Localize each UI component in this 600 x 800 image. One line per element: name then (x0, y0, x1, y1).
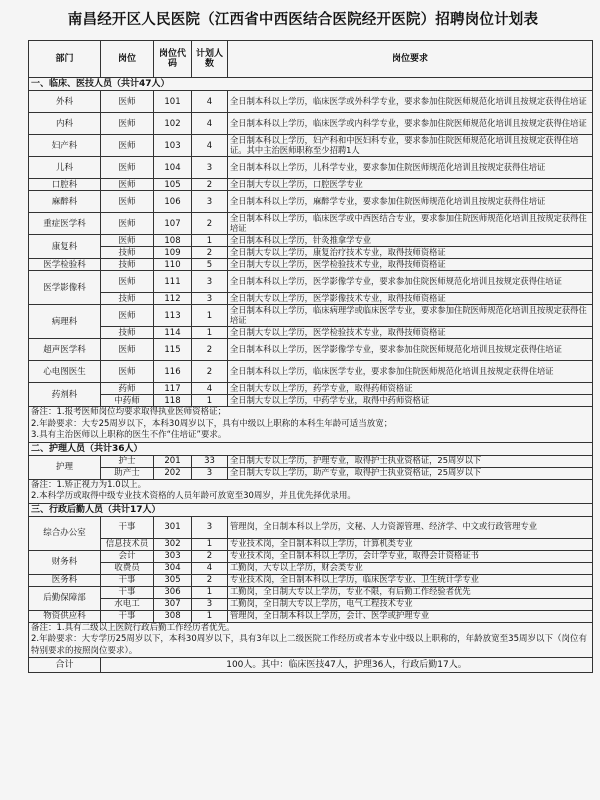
count-cell: 4 (192, 562, 228, 574)
code-cell: 202 (154, 467, 192, 479)
position-cell: 信息技术员 (101, 538, 154, 550)
position-cell: 医师 (101, 157, 154, 179)
dept-cell: 麻醉科 (29, 191, 101, 213)
dept-cell: 外科 (29, 91, 101, 113)
count-cell: 1 (192, 305, 228, 327)
section-title: 一、临床、医技人员（共计47人） (29, 78, 593, 91)
requirement-cell: 全日制大专以上学历，护理专业，取得护士执业资格证，25周岁以下 (228, 455, 593, 467)
table-row (29, 327, 593, 339)
total-text: 100人。其中：临床医技47人，护理36人，行政后勤17人。 (101, 658, 593, 673)
note-line: 3.具有主治医师以上职称的医生不作“住培证”要求。 (31, 430, 227, 440)
position-cell: 医师 (101, 91, 154, 113)
note-line: 2.年龄要求：大专25周岁以下，本科30周岁以下，具有中级以上职称的本科生年龄可适当放宽； (31, 418, 393, 429)
code-cell: 102 (154, 113, 192, 135)
table-row (29, 455, 593, 467)
requirement-cell: 全日制本科以上学历，针灸推拿学专业 (228, 235, 593, 247)
count-cell: 4 (192, 91, 228, 113)
code-cell: 304 (154, 562, 192, 574)
code-cell: 118 (154, 395, 192, 407)
requirement-cell: 全日制本科以上学历，医学影像学专业，要求参加住院医师规范化培训且按规定获得住培证 (228, 339, 593, 361)
position-cell: 技师 (101, 293, 154, 305)
position-cell: 医师 (101, 191, 154, 213)
section-header (29, 442, 593, 455)
requirement-cell: 全日制大专以上学历，药学专业，取得药师资格证 (228, 383, 593, 395)
section-header (29, 503, 593, 516)
table-row (29, 516, 593, 538)
code-cell: 112 (154, 293, 192, 305)
count-cell: 3 (192, 271, 228, 293)
table-row (29, 179, 593, 191)
code-cell: 104 (154, 157, 192, 179)
code-cell: 110 (154, 259, 192, 271)
notes-row (29, 407, 593, 443)
count-cell: 1 (192, 538, 228, 550)
count-cell: 2 (192, 574, 228, 586)
table-row (29, 562, 593, 574)
table-row (29, 271, 593, 293)
count-cell: 33 (192, 455, 228, 467)
position-cell: 医师 (101, 305, 154, 327)
section-title: 三、行政后勤人员（共计17人） (29, 503, 593, 516)
dept-cell: 病理科 (29, 305, 101, 339)
code-cell: 106 (154, 191, 192, 213)
note-line: 2.本科学历或取得中级专业技术资格的人员年龄可放宽至30周岁，并且优先择优录用。 (31, 491, 356, 501)
requirement-cell: 工勤岗，全日制大专以上学历，专业不限，有后勤工作经验者优先 (228, 586, 593, 598)
count-cell: 2 (192, 213, 228, 235)
code-cell: 107 (154, 213, 192, 235)
note-line: 备注：1.报考医师岗位均要求取得执业医师资格证； (31, 407, 227, 417)
dept-cell: 医务科 (29, 574, 101, 586)
table-row (29, 538, 593, 550)
requirement-cell: 全日制大专以上学历，康复治疗技术专业，取得技师资格证 (228, 247, 593, 259)
requirement-cell: 全日制本科以上学历，妇产科和中医妇科专业，要求参加住院医师规范化培训且按规定获得住培证。其中主治医师职称至少招聘1人 (228, 135, 593, 157)
requirement-cell: 全日制本科以上学历，临床医学或内科学专业，要求参加住院医师规范化培训且按规定获得住培证 (228, 113, 593, 135)
table-row (29, 247, 593, 259)
table-row (29, 610, 593, 622)
position-cell: 干事 (101, 574, 154, 586)
section-header (29, 78, 593, 91)
table-row (29, 550, 593, 562)
code-cell: 305 (154, 574, 192, 586)
requirement-cell: 全日制本科以上学历，医学影像学专业，要求参加住院医师规范化培训且按规定获得住培证 (228, 271, 593, 293)
count-cell: 3 (192, 293, 228, 305)
code-cell: 117 (154, 383, 192, 395)
position-cell: 干事 (101, 610, 154, 622)
code-cell: 105 (154, 179, 192, 191)
dept-cell: 妇产科 (29, 135, 101, 157)
table-row (29, 191, 593, 213)
count-cell: 1 (192, 395, 228, 407)
requirement-cell: 专业技术岗，全日制本科以上学历，会计学专业，取得会计资格证书 (228, 550, 593, 562)
position-cell: 收费员 (101, 562, 154, 574)
notes-cell (29, 622, 593, 658)
requirement-cell: 工勤岗，大专以上学历，财会类专业 (228, 562, 593, 574)
position-cell: 医师 (101, 361, 154, 383)
position-cell: 医师 (101, 339, 154, 361)
requirement-cell: 全日制本科以上学历，临床医学或中西医结合专业，要求参加住院医师规范化培训且按规定获得住培证 (228, 213, 593, 235)
code-cell: 111 (154, 271, 192, 293)
table-row (29, 467, 593, 479)
dept-cell: 医学检验科 (29, 259, 101, 271)
table-row (29, 91, 593, 113)
dept-cell: 护理 (29, 455, 101, 479)
position-cell: 技师 (101, 259, 154, 271)
table-row (29, 213, 593, 235)
count-cell: 2 (192, 361, 228, 383)
table-row (29, 339, 593, 361)
total-row (29, 658, 593, 673)
count-cell: 2 (192, 550, 228, 562)
code-cell: 307 (154, 598, 192, 610)
requirement-cell: 全日制本科以上学历，麻醉学专业，要求参加住院医师规范化培训且按规定获得住培证 (228, 191, 593, 213)
requirement-cell: 工勤岗，全日制大专以上学历，电气工程技术专业 (228, 598, 593, 610)
dept-cell: 康复科 (29, 235, 101, 259)
count-cell: 4 (192, 135, 228, 157)
requirement-cell: 全日制大专以上学历，医学检验技术专业，取得技师资格证 (228, 327, 593, 339)
page-title: 南昌经开区人民医院（江西省中西医结合医院经开医院）招聘岗位计划表 (67, 12, 539, 28)
code-cell: 114 (154, 327, 192, 339)
section-title: 二、护理人员（共计36人） (29, 442, 593, 455)
dept-cell: 口腔科 (29, 179, 101, 191)
count-cell: 1 (192, 327, 228, 339)
count-cell: 3 (192, 598, 228, 610)
table-row (29, 113, 593, 135)
recruitment-table (28, 40, 593, 673)
code-cell: 115 (154, 339, 192, 361)
note-line: 备注：1.矫正视力为1.0以上。 (31, 479, 147, 490)
header-dept: 部门 (29, 41, 101, 78)
requirement-cell: 专业技术岗，全日制本科以上学历，计算机类专业 (228, 538, 593, 550)
dept-cell: 医学影像科 (29, 271, 101, 305)
position-cell: 水电工 (101, 598, 154, 610)
position-cell: 护士 (101, 455, 154, 467)
count-cell: 2 (192, 339, 228, 361)
code-cell: 306 (154, 586, 192, 598)
code-cell: 116 (154, 361, 192, 383)
count-cell: 5 (192, 259, 228, 271)
requirement-cell: 全日制大专以上学历，中药学专业，取得中药师资格证 (228, 395, 593, 407)
table-row (29, 395, 593, 407)
requirement-cell: 全日制本科以上学历，临床病理学或临床医学专业，要求参加住院医师规范化培训且按规定获得住培证 (228, 305, 593, 327)
code-cell: 302 (154, 538, 192, 550)
dept-cell: 物资供应科 (29, 610, 101, 622)
position-cell: 技师 (101, 327, 154, 339)
table-row (29, 383, 593, 395)
table-row (29, 135, 593, 157)
notes-row (29, 622, 593, 658)
position-cell: 医师 (101, 235, 154, 247)
count-cell: 3 (192, 191, 228, 213)
dept-cell: 儿科 (29, 157, 101, 179)
dept-cell: 重症医学科 (29, 213, 101, 235)
count-cell: 3 (192, 516, 228, 538)
header-requirement: 岗位要求 (228, 41, 593, 78)
position-cell: 助产士 (101, 467, 154, 479)
code-cell: 103 (154, 135, 192, 157)
requirement-cell: 全日制大专以上学历，医学检验技术专业，取得技师资格证 (228, 259, 593, 271)
table-row (29, 586, 593, 598)
count-cell: 1 (192, 586, 228, 598)
code-cell: 113 (154, 305, 192, 327)
count-cell: 4 (192, 383, 228, 395)
requirement-cell: 全日制本科以上学历，儿科学专业，要求参加住院医师规范化培训且按规定获得住培证 (228, 157, 593, 179)
dept-cell: 财务科 (29, 550, 101, 574)
count-cell: 2 (192, 247, 228, 259)
dept-cell: 内科 (29, 113, 101, 135)
table-row (29, 235, 593, 247)
position-cell: 会计 (101, 550, 154, 562)
requirement-cell: 全日制本科以上学历，临床医学或外科学专业，要求参加住院医师规范化培训且按规定获得住培证 (228, 91, 593, 113)
position-cell: 医师 (101, 135, 154, 157)
dept-cell: 心电图医生 (29, 361, 101, 383)
header-code: 岗位代码 (154, 41, 192, 78)
code-cell: 108 (154, 235, 192, 247)
table-row (29, 598, 593, 610)
requirement-cell: 全日制本科以上学历，临床医学专业，要求参加住院医师规范化培训且按规定获得住培证 (228, 361, 593, 383)
position-cell: 医师 (101, 213, 154, 235)
count-cell: 1 (192, 235, 228, 247)
notes-row (29, 479, 593, 503)
position-cell: 中药师 (101, 395, 154, 407)
position-cell: 干事 (101, 516, 154, 538)
table-row (29, 574, 593, 586)
notes-cell (29, 479, 593, 503)
requirement-cell: 全日制大专以上学历，助产专业，取得护士执业资格证，25周岁以下 (228, 467, 593, 479)
code-cell: 303 (154, 550, 192, 562)
code-cell: 301 (154, 516, 192, 538)
notes-cell (29, 407, 593, 443)
table-row (29, 361, 593, 383)
table-row (29, 305, 593, 327)
table-row (29, 293, 593, 305)
header-row (29, 41, 593, 78)
code-cell: 308 (154, 610, 192, 622)
header-position: 岗位 (101, 41, 154, 78)
note-line: 备注：1.具有二级以上医院行政后勤工作经历者优先。 (31, 622, 235, 633)
dept-cell: 后勤保障部 (29, 586, 101, 610)
header-count: 计划人数 (192, 41, 228, 78)
position-cell: 医师 (101, 113, 154, 135)
position-cell: 药师 (101, 383, 154, 395)
requirement-cell: 全日制大专以上学历，医学影像技术专业，取得技师资格证 (228, 293, 593, 305)
count-cell: 4 (192, 113, 228, 135)
total-label: 合计 (29, 658, 101, 673)
note-line: 2.年龄要求：大专学历25周岁以下，本科30周岁以下，具有3年以上二级医院工作经历或者本专业中级以上职称的，年龄放宽至35周岁以下（岗位有特别要求的按照岗位要求）。 (31, 634, 587, 656)
dept-cell: 超声医学科 (29, 339, 101, 361)
position-cell: 医师 (101, 179, 154, 191)
count-cell: 3 (192, 467, 228, 479)
position-cell: 技师 (101, 247, 154, 259)
count-cell: 3 (192, 157, 228, 179)
requirement-cell: 管理岗，全日制本科以上学历，会计、医学或护理专业 (228, 610, 593, 622)
requirement-cell: 管理岗，全日制本科以上学历，文秘、人力资源管理、经济学、中文或行政管理专业 (228, 516, 593, 538)
requirement-cell: 专业技术岗，全日制本科以上学历，临床医学专业、卫生统计学专业 (228, 574, 593, 586)
code-cell: 201 (154, 455, 192, 467)
count-cell: 1 (192, 610, 228, 622)
dept-cell: 药剂科 (29, 383, 101, 407)
table-row (29, 157, 593, 179)
requirement-cell: 全日制大专以上学历，口腔医学专业 (228, 179, 593, 191)
dept-cell: 综合办公室 (29, 516, 101, 550)
count-cell: 2 (192, 179, 228, 191)
code-cell: 101 (154, 91, 192, 113)
position-cell: 医师 (101, 271, 154, 293)
table-row (29, 259, 593, 271)
position-cell: 干事 (101, 586, 154, 598)
code-cell: 109 (154, 247, 192, 259)
